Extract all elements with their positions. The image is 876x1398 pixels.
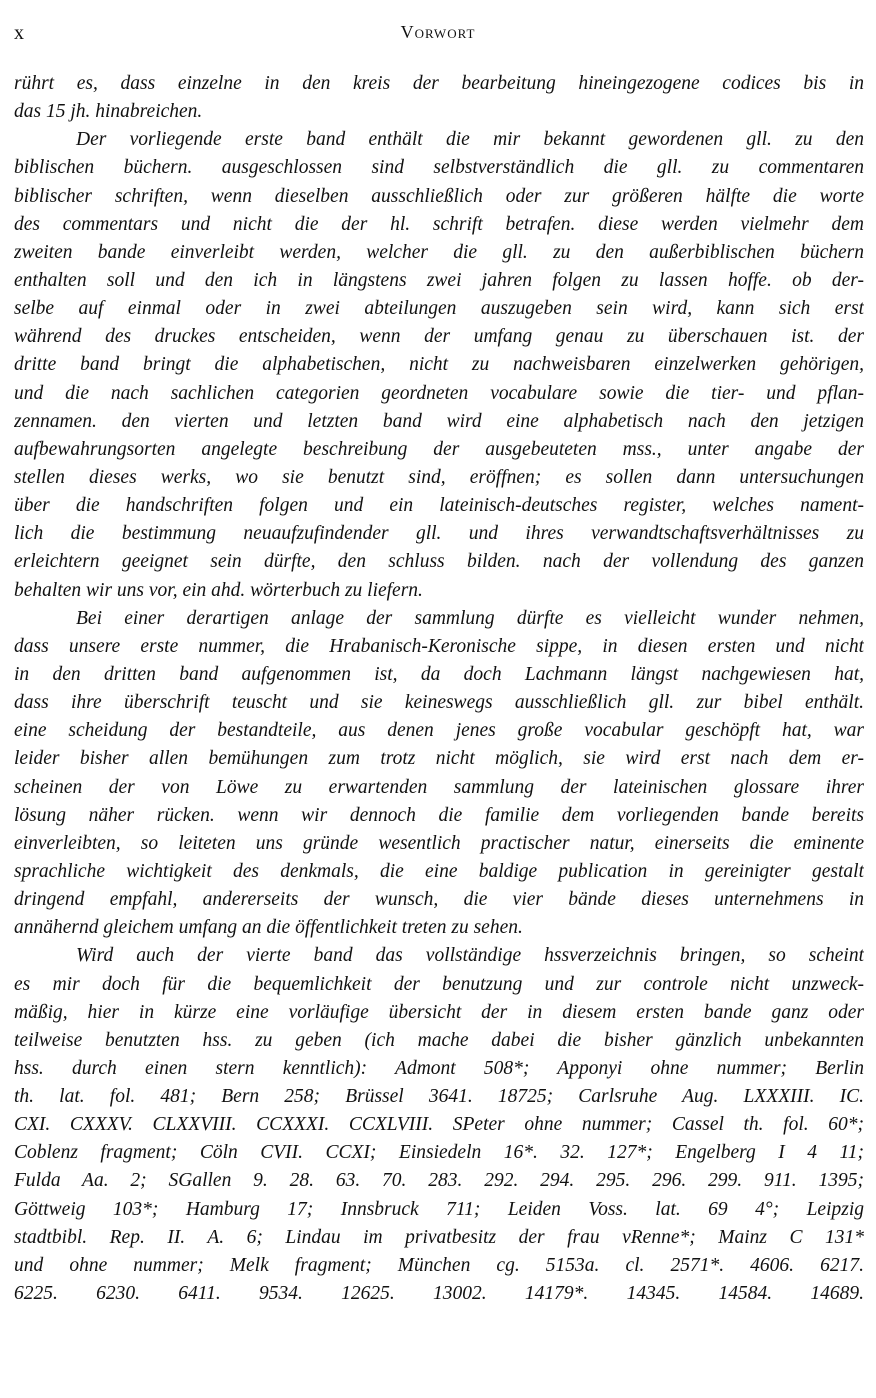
text-line: behalten wir uns vor, ein ahd. wörterbuch zu liefern. [14, 579, 423, 601]
text-line: des commentars und nicht die der hl. schrift betrafen. diese werden vielmehr dem [14, 213, 864, 235]
text-line: rührt es, dass einzelne in den kreis der bearbeitung hineingezogene codices bis in [14, 73, 864, 94]
text-line: stellen dieses werks, wo sie benutzt sind, eröffnen; es sollen dann untersuchungen [14, 466, 864, 488]
text-line: th. lat. fol. 481; Bern 258; Brüssel 3641. 18725; Carlsruhe Aug. LXXXIII. IC. [14, 1086, 864, 1108]
text-line: dringend empfahl, andererseits der wunsch, die vier bände dieses unternehmens in [14, 889, 864, 911]
text-line: annähernd gleichem umfang an die öffentlichkeit treten zu sehen. [14, 917, 523, 939]
text-line: einverleibten, so leiteten uns gründe wesentlich practischer natur, einerseits die eminente [14, 832, 864, 854]
text-line: CXI. CXXXV. CLXXVIII. CCXXXI. CCXLVIII. SPeter ohne nummer; Cassel th. fol. 60*; [14, 1114, 864, 1136]
text-line: lösung näher rücken. wenn wir dennoch die familie dem vorliegenden bande bereits [14, 804, 864, 826]
text-line: und die nach sachlichen categorien geordneten vocabulare sowie die tier- und pflan- [14, 382, 864, 404]
text-line: über die handschriften folgen und ein lateinisch-deutsches register, welches nament- [14, 495, 864, 517]
text-line: während des druckes entscheiden, wenn der umfang genau zu überschauen ist. der [14, 326, 864, 348]
text-line: dritte band bringt die alphabetischen, nicht zu nachweisbaren einzelwerken gehörigen, [14, 354, 864, 376]
text-line: Wird auch der vierte band das vollständige hssverzeichnis bringen, so scheint [76, 945, 864, 967]
text-line: leider bisher allen bemühungen zum trotz nicht möglich, sie wird erst nach dem er- [14, 748, 864, 770]
text-line: Fulda Aa. 2; SGallen 9. 28. 63. 70. 283. 292. 294. 295. 296. 299. 911. 1395; [14, 1170, 864, 1192]
text-line: aufbewahrungsorten angelegte beschreibung der ausgebeuteten mss., unter angabe der [14, 438, 864, 460]
text-line: lich die bestimmung neuaufzufindender gll. und ihres verwandtschaftsverhältnisses zu [14, 523, 864, 545]
page-header [14, 18, 862, 48]
text-line: Coblenz fragment; Cöln CVII. CCXI; Einsiedeln 16*. 32. 127*; Engelberg I 4 11; [14, 1142, 864, 1164]
text-line: Der vorliegende erste band enthält die mir bekannt gewordenen gll. zu den [76, 129, 864, 151]
text-line: scheinen der von Löwe zu erwartenden sammlung der lateinischen glossare ihrer [14, 776, 864, 798]
text-line: selbe auf einmal oder in zwei abteilungen auszugeben sein wird, kann sich erst [14, 298, 864, 320]
page-number: x [14, 22, 24, 44]
text-line: und ohne nummer; Melk fragment; München cg. 5153a. cl. 2571*. 4606. 6217. [14, 1254, 864, 1276]
text-line: biblischen büchern. ausgeschlossen sind selbstverständlich die gll. zu commentaren [14, 157, 864, 179]
text-line: Bei einer derartigen anlage der sammlung dürfte es vielleicht wunder nehmen, [76, 607, 864, 629]
text-line: hss. durch einen stern kenntlich): Admont 508*; Apponyi ohne nummer; Berlin [14, 1057, 864, 1079]
text-line: eine scheidung der bestandteile, aus denen jenes große vocabular geschöpft hat, war [14, 720, 864, 742]
text-line: dass unsere erste nummer, die Hrabanisch-Keronische sippe, in diesen ersten und nicht [14, 635, 864, 657]
text-line: in den dritten band aufgenommen ist, da doch Lachmann längst nachgewiesen hat, [14, 663, 864, 685]
text-line: sprachliche wichtigkeit des denkmals, die eine baldige publication in gereinigter gestalt [14, 860, 864, 882]
body-text [14, 70, 864, 1308]
text-line: dass ihre überschrift teuscht und sie keineswegs ausschließlich gll. zur bibel enthält. [14, 692, 864, 714]
text-line: mäßig, hier in kürze eine vorläufige übersicht der in diesem ersten bande ganz oder [14, 1001, 864, 1023]
text-line: erleichtern geeignet sein dürfte, den schluss bilden. nach der vollendung des ganzen [14, 551, 864, 573]
text-line: teilweise benutzten hss. zu geben (ich mache dabei die bisher gänzlich unbekannten [14, 1029, 864, 1051]
text-line: zweiten bande einverleibt werden, welcher die gll. zu den außerbiblischen büchern [14, 241, 864, 263]
text-line: 6225. 6230. 6411. 9534. 12625. 13002. 14179*. 14345. 14584. 14689. [14, 1283, 864, 1305]
text-line: enthalten soll und den ich in längstens zwei jahren folgen zu lassen hoffe. ob der- [14, 269, 864, 291]
text-line: zennamen. den vierten und letzten band wird eine alphabetisch nach den jetzigen [14, 410, 864, 432]
text-line: stadtbibl. Rep. II. A. 6; Lindau im privatbesitz der frau vRenne*; Mainz C 131* [14, 1226, 864, 1248]
text-line: das 15 jh. hinabreichen. [14, 101, 203, 123]
text-line: Göttweig 103*; Hamburg 17; Innsbruck 711; Leiden Voss. lat. 69 4°; Leipzig [14, 1198, 864, 1220]
text-line: biblischer schriften, wenn dieselben ausschließlich oder zur größeren hälfte die worte [14, 185, 864, 207]
running-title: Vorwort [400, 22, 476, 42]
text-line: es mir doch für die bequemlichkeit der benutzung und zur controle nicht unzweck- [14, 973, 864, 995]
